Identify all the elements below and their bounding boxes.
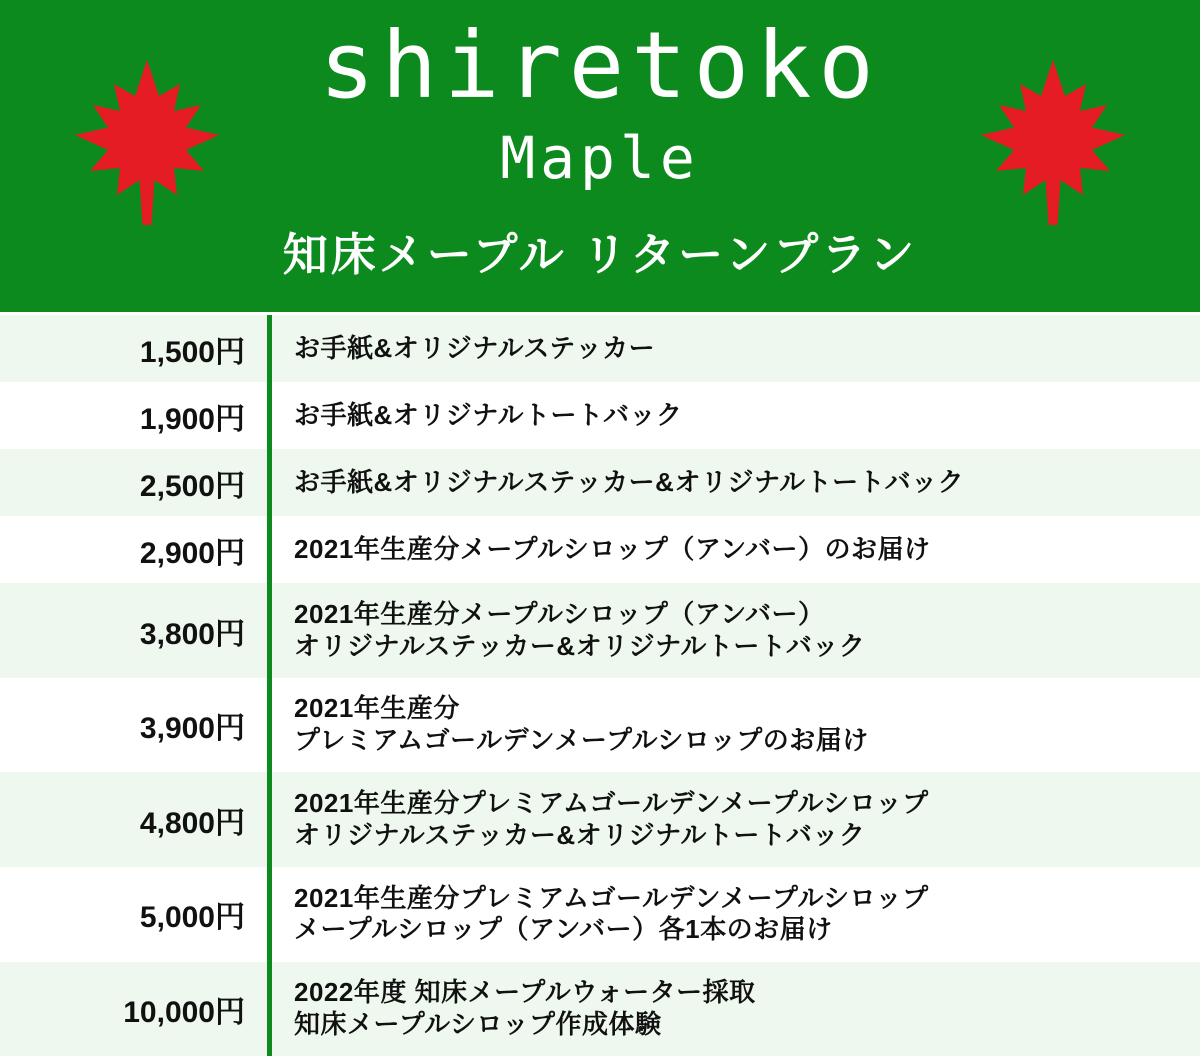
plan-price: 1,900円: [0, 382, 272, 449]
plan-description: [272, 449, 1200, 516]
plan-description-line: 2021年生産分プレミアムゴールデンメープルシロップ: [294, 882, 929, 913]
plan-description: [272, 382, 1200, 449]
plan-description-line: お手紙&オリジナルステッカー: [294, 332, 656, 363]
table-row: [0, 678, 1200, 773]
poster-header: [0, 0, 1200, 312]
plan-description-line: 知床メープルシロップ作成体験: [294, 1008, 662, 1039]
table-row: [0, 867, 1200, 962]
brand-title: shiretoko: [319, 12, 881, 119]
plan-description-line: オリジナルステッカー&オリジナルトートバック: [294, 819, 866, 850]
plan-price: 1,500円: [0, 315, 272, 382]
plan-description-line: 2021年生産分: [294, 693, 460, 724]
plan-description: [272, 516, 1200, 583]
plan-description: [272, 583, 1200, 678]
table-row: [0, 516, 1200, 583]
plan-description: [272, 315, 1200, 382]
plan-description: [272, 678, 1200, 773]
plan-price: 2,900円: [0, 516, 272, 583]
plan-price: 5,000円: [0, 867, 272, 962]
plan-description-line: 2021年生産分メープルシロップ（アンバー）: [294, 598, 825, 629]
plan-description-line: メープルシロップ（アンバー）各1本のお届け: [294, 914, 833, 945]
plan-table: [0, 312, 1200, 1056]
table-row: [0, 382, 1200, 449]
plan-description-line: プレミアムゴールデンメープルシロップのお届け: [294, 725, 869, 756]
plan-description-line: お手紙&オリジナルステッカー&オリジナルトートバック: [294, 466, 965, 497]
plan-description-line: 2021年生産分メープルシロップ（アンバー）のお届け: [294, 533, 931, 564]
plan-description-line: 2022年度 知床メープルウォーター採取: [294, 977, 756, 1008]
plan-description: [272, 772, 1200, 867]
plan-description: [272, 867, 1200, 962]
table-row: [0, 315, 1200, 382]
page-title: 知床メープル リターンプラン: [282, 229, 918, 280]
plan-price: 3,800円: [0, 583, 272, 678]
table-row: [0, 449, 1200, 516]
plan-description: [272, 962, 1200, 1056]
plan-description-line: オリジナルステッカー&オリジナルトートバック: [294, 630, 866, 661]
plan-price: 4,800円: [0, 772, 272, 867]
plan-price: 10,000円: [0, 962, 272, 1056]
table-row: [0, 583, 1200, 678]
table-row: [0, 962, 1200, 1056]
plan-description-line: お手紙&オリジナルトートバック: [294, 399, 683, 430]
plan-description-line: 2021年生産分プレミアムゴールデンメープルシロップ: [294, 787, 929, 818]
table-row: [0, 772, 1200, 867]
brand-subtitle: Maple: [500, 124, 700, 192]
plan-price: 3,900円: [0, 678, 272, 773]
plan-price: 2,500円: [0, 449, 272, 516]
